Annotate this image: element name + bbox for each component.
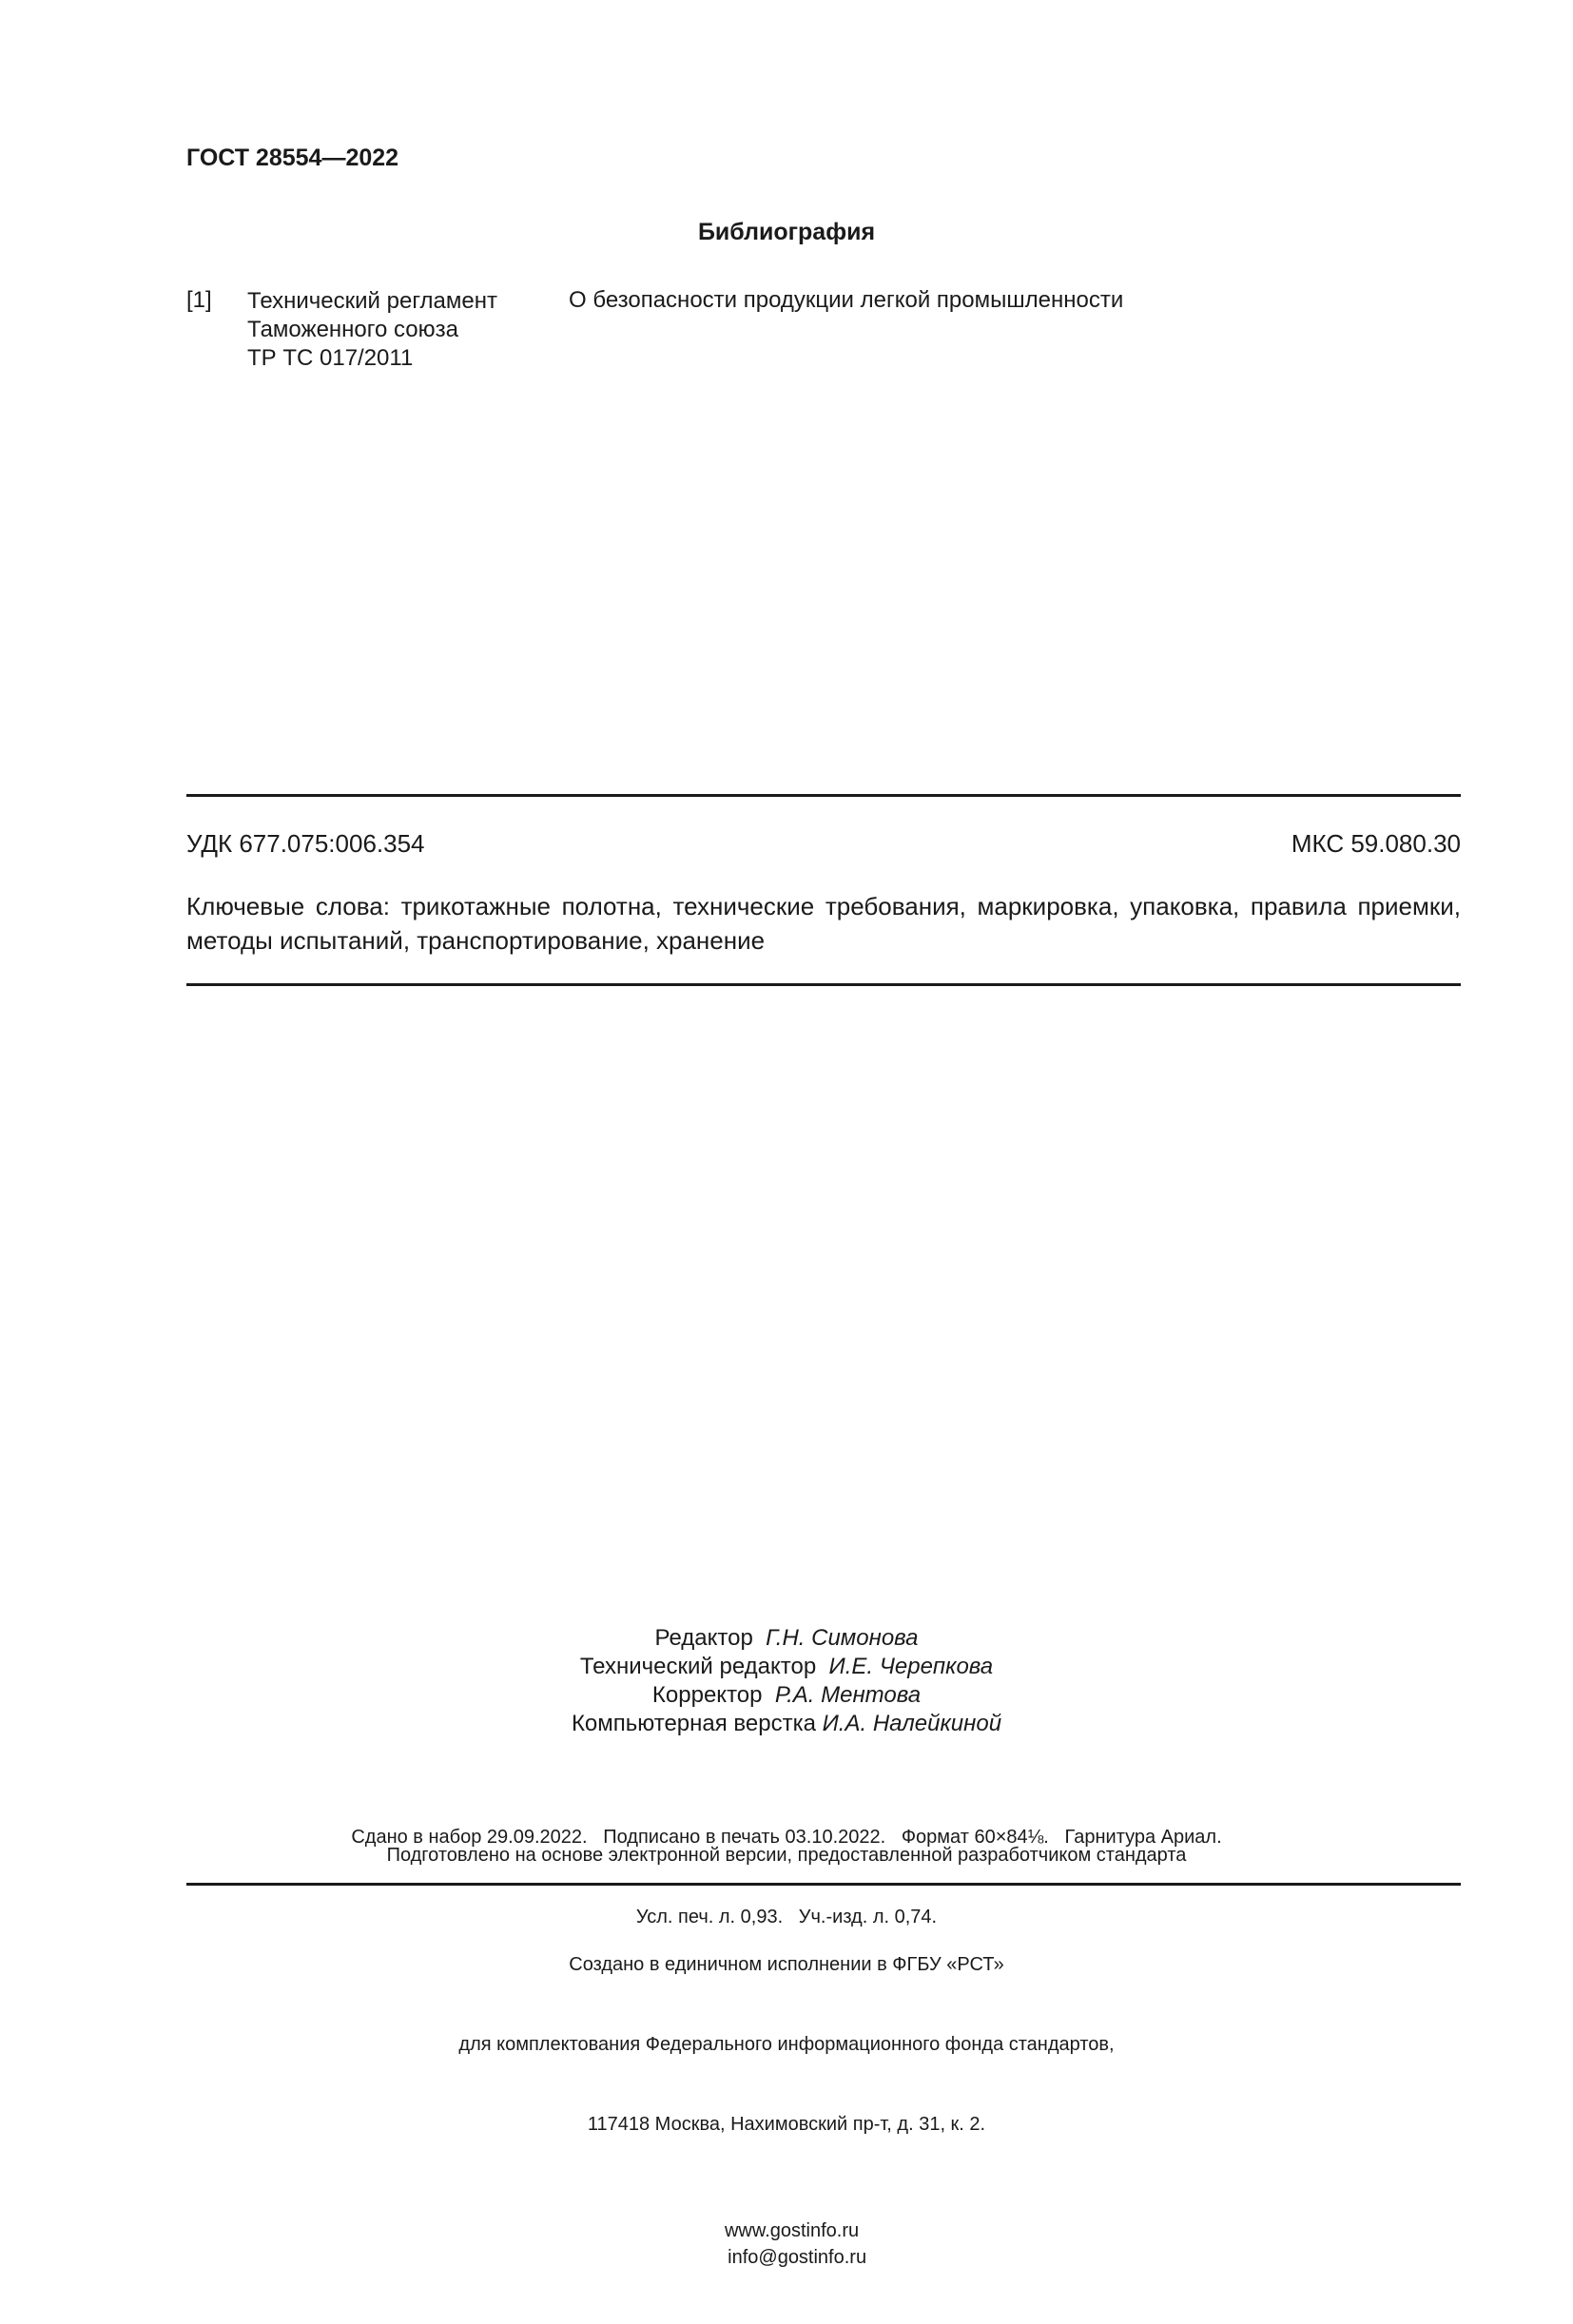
- divider-middle: [186, 983, 1461, 986]
- reference-source: [247, 287, 497, 373]
- credit-person: Р.А. Ментова: [774, 1682, 922, 1708]
- reference-source-line: Технический регламент: [247, 288, 497, 314]
- reference-source-line: ТР ТС 017/2011: [247, 345, 414, 371]
- credit-role: Технический редактор: [579, 1654, 817, 1679]
- reference-number: [1]: [186, 287, 212, 313]
- credit-person: И.Е. Черепкова: [828, 1654, 994, 1679]
- divider-top: [186, 794, 1461, 797]
- publisher-line: 117418 Москва, Нахимовский пр-т, д. 31, к. 2.: [587, 2114, 986, 2135]
- credit-role: Компьютерная верстка: [571, 1711, 816, 1736]
- credit-line: [0, 1710, 1573, 1738]
- credit-role: Корректор: [651, 1682, 763, 1708]
- print-info-line: Сдано в набор 29.09.2022. Подписано в печать 03.10.2022. Формат 60×84⅛. Гарнитура Ариал.: [351, 1827, 1222, 1848]
- website-link[interactable]: www.gostinfo.ru: [724, 2220, 860, 2241]
- publisher-info: [0, 1898, 1573, 2324]
- divider-bottom: [186, 1883, 1461, 1886]
- credit-line: [0, 1681, 1573, 1710]
- document-code: ГОСТ 28554—2022: [186, 145, 399, 171]
- keywords: Ключевые слова: трикотажные полотна, технические требования, маркировка, упаковка, правила приемки, методы испытаний, транспортирование, хранение: [186, 892, 1461, 955]
- email-link[interactable]: info@gostinfo.ru: [728, 2247, 867, 2268]
- publisher-line: для комплектования Федерального информационного фонда стандартов,: [458, 2034, 1115, 2055]
- credits: [0, 1624, 1573, 1738]
- reference-source-line: Таможенного союза: [247, 317, 458, 342]
- credit-line: [0, 1624, 1573, 1653]
- credit-line: [0, 1653, 1573, 1681]
- print-info-line: Усл. печ. л. 0,93. Уч.-изд. л. 0,74.: [635, 1907, 938, 1927]
- credit-person: Г.Н. Симонова: [766, 1625, 919, 1651]
- reference-title: О безопасности продукции легкой промышленности: [569, 287, 1124, 313]
- publisher-contacts: [0, 2191, 1573, 2297]
- credit-person: И.А. Налейкиной: [822, 1711, 1002, 1736]
- credit-role: Редактор: [654, 1625, 753, 1651]
- bibliography-title: Библиография: [697, 219, 876, 245]
- publisher-line: Создано в единичном исполнении в ФГБУ «РСТ»: [569, 1954, 1004, 1975]
- udk-code: УДК 677.075:006.354: [186, 829, 425, 858]
- mks-code: МКС 59.080.30: [1291, 829, 1461, 858]
- prepared-note: Подготовлено на основе электронной версии, предоставленной разработчиком стандарта: [386, 1845, 1187, 1866]
